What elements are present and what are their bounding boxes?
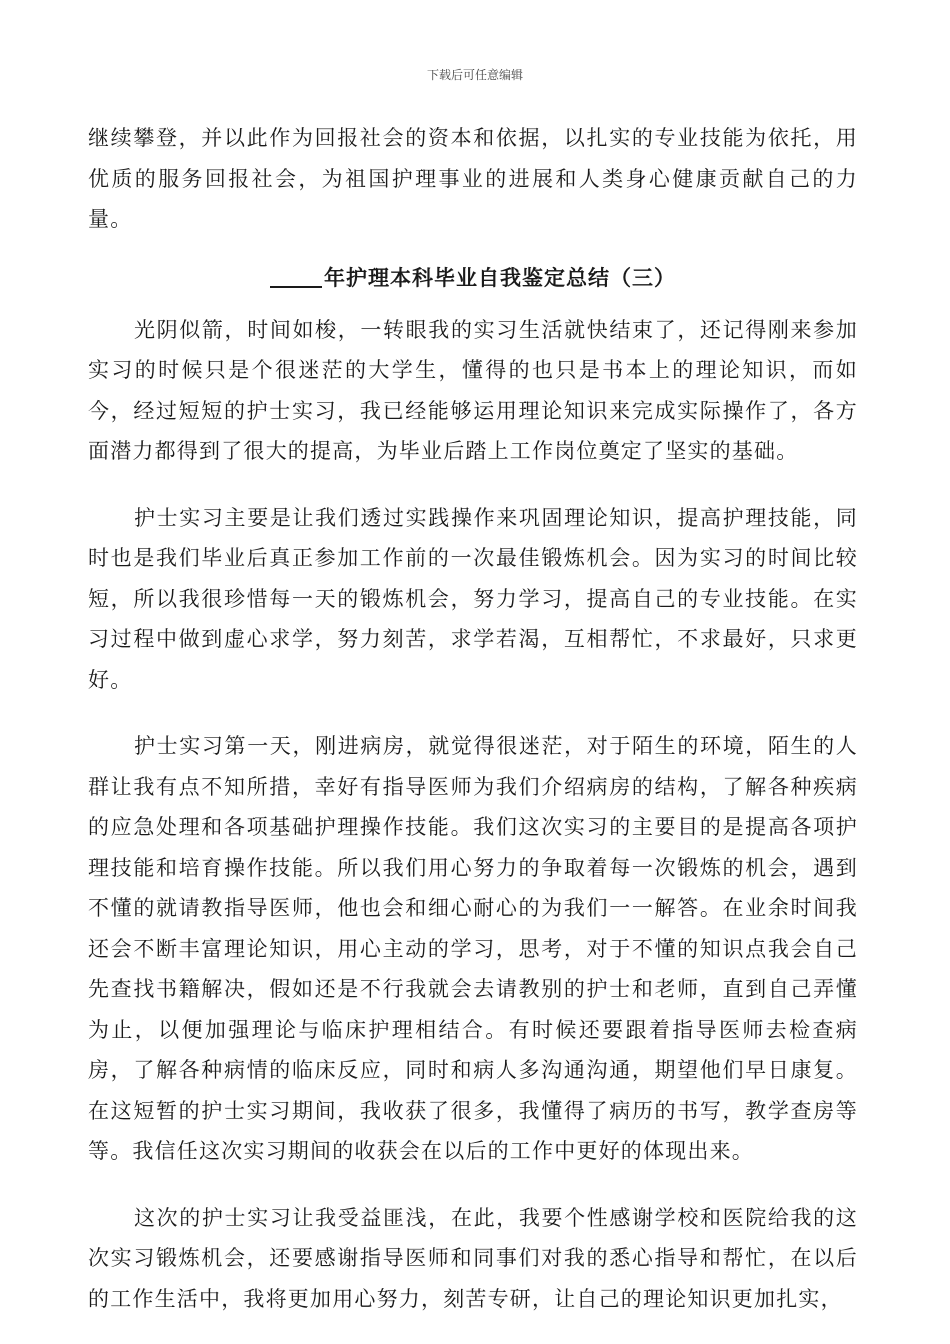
year-blank-line (270, 286, 322, 288)
intro-paragraph: 继续攀登，并以此作为回报社会的资本和依据，以扎实的专业技能为依托，用优质的服务回报社会，为祖国护理事业的进展和人类身心健康贡献自己的力量。 (88, 126, 858, 231)
section-title: 年护理本科毕业自我鉴定总结（三） (324, 265, 676, 290)
body-paragraph-1: 光阴似箭，时间如梭，一转眼我的实习生活就快结束了，还记得刚来参加实习的时候只是个很迷茫的大学生，懂得的也只是书本上的理论知识，而如今，经过短短的护士实习，我已经能够运用理论知识来完成实际操作了，各方面潜力都得到了很大的提高，为毕业后踏上工作岗位奠定了坚实的基础。 (88, 317, 858, 463)
body-paragraph-2: 护士实习主要是让我们透过实践操作来巩固理论知识，提高护理技能，同时也是我们毕业后真正参加工作前的一次最佳锻炼机会。因为实习的时间比较短，所以我很珍惜每一天的锻炼机会，努力学习，提高自己的专业技能。在实习过程中做到虚心求学，努力刻苦，求学若渴，互相帮忙，不求最好，只求更好。 (88, 505, 858, 692)
document-body (88, 118, 858, 1319)
page-header-note: 下载后可任意编辑 (426, 68, 523, 82)
section-title-block (88, 262, 858, 292)
body-paragraph-4: 这次的护士实习让我受益匪浅，在此，我要个性感谢学校和医院给我的这次实习锻炼机会，还要感谢指导医师和同事们对我的悉心指导和帮忙，在以后的工作生活中，我将更加用心努力，刻苦专研，让自己的理论知识更加扎实， (88, 1205, 858, 1311)
body-paragraph-3: 护士实习第一天，刚进病房，就觉得很迷茫，对于陌生的环境，陌生的人群让我有点不知所措，幸好有指导医师为我们介绍病房的结构，了解各种疾病的应急处理和各项基础护理操作技能。我们这次实习的主要目的是提高各项护理技能和培育操作技能。所以我们用心努力的争取着每一次锻炼的机会，遇到不懂的就请教指导医师，他也会和细心耐心的为我们一一解答。在业余时间我还会不断丰富理论知识，用心主动的学习，思考，对于不懂的知识点我会自己先查找书籍解决，假如还是不行我就会去请教别的护士和老师，直到自己弄懂为止，以便加强理论与临床护理相结合。有时候还要跟着指导医师去检查病房，了解各种病情的临床反应，同时和病人多沟通沟通，期望他们早日康复。在这短暂的护士实习期间，我收获了很多，我懂得了病历的书写，教学查房等等。我信任这次实习期间的收获会在以后的工作中更好的体现出来。 (88, 734, 858, 1163)
